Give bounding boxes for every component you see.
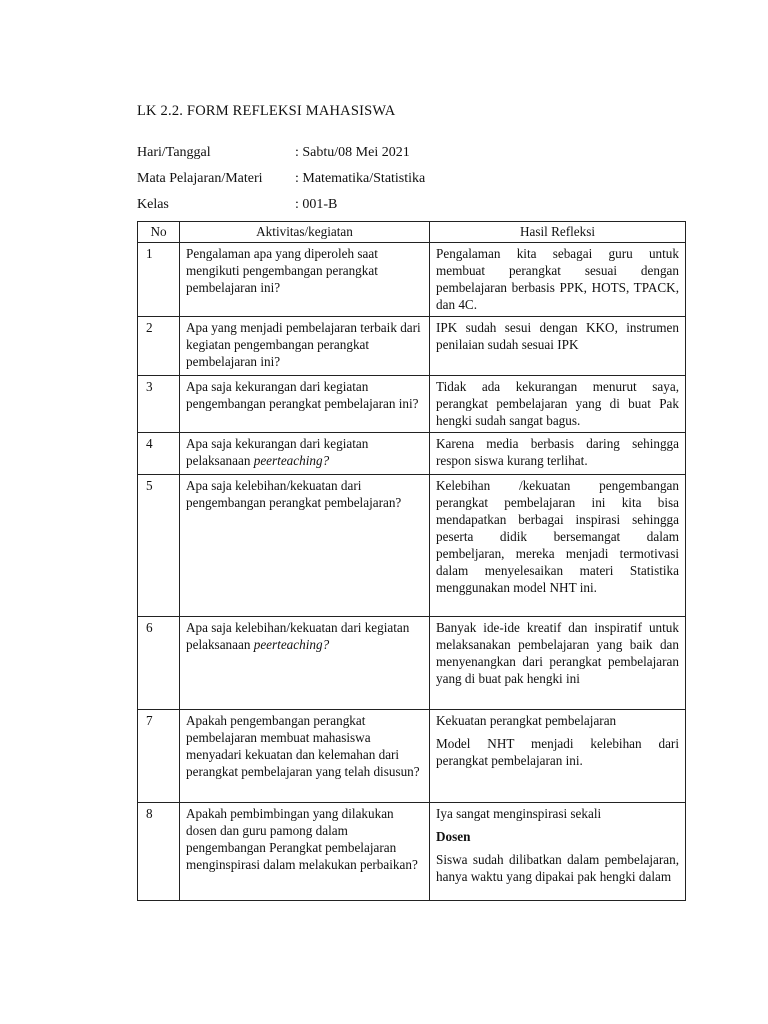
row-aktivitas — [180, 433, 430, 475]
hasil-paragraph: Model NHT menjadi kelebihan dari perangkat pembelajaran ini. — [436, 736, 679, 768]
aktivitas-italic-term: peerteaching? — [253, 453, 330, 468]
meta-value: : Sabtu/08 Mei 2021 — [295, 145, 410, 160]
table-row — [138, 803, 686, 901]
row-hasil: Karena media berbasis daring sehingga respon siswa kurang terlihat. — [430, 433, 686, 475]
row-aktivitas: Apakah pembimbingan yang dilakukan dosen dan guru pamong dalam pengembangan Perangkat pembelajaran menginspirasi dalam melakukan perbaikan? — [180, 803, 430, 901]
meta-label: Hari/Tanggal — [137, 145, 211, 160]
row-hasil — [430, 710, 686, 803]
hasil-line: Iya sangat menginspirasi sekali — [436, 806, 602, 821]
aktivitas-text: Apa saja kekurangan dari kegiatan pelaksanaan — [186, 436, 369, 468]
table-row — [138, 433, 686, 475]
meta-label: Kelas — [137, 197, 169, 212]
table-row — [138, 617, 686, 710]
row-aktivitas: Pengalaman apa yang diperoleh saat mengikuti pengembangan perangkat pembelajaran ini? — [180, 243, 430, 317]
aktivitas-text: Apa saja kelebihan/kekuatan dari kegiatan pelaksanaan — [186, 620, 410, 652]
header-aktivitas: Aktivitas/kegiatan — [180, 222, 430, 243]
meta-value: : 001-B — [295, 197, 338, 212]
row-number: 7 — [138, 710, 180, 803]
table-row — [138, 317, 686, 376]
row-number: 2 — [138, 317, 180, 376]
row-hasil: Banyak ide-ide kreatif dan inspiratif untuk melaksanakan pembelajaran yang baik dan menyenangkan dari perangkat pembelajaran yang di buat pak hengki ini — [430, 617, 686, 710]
row-hasil: Kelebihan /kekuatan pengembangan perangkat pembelajaran ini kita bisa mendapatkan berbagai inspirasi sehingga peserta didik bersemangat dalam pembeljaran, mereka menjadi termotivasi dalam menyelesaikan materi Statistika menggunakan model NHT ini. — [430, 475, 686, 617]
row-hasil: Tidak ada kekurangan menurut saya, perangkat pembelajaran yang di buat Pak hengki sudah sangat bagus. — [430, 376, 686, 433]
aktivitas-italic-term: peerteaching? — [253, 637, 330, 652]
row-hasil — [430, 803, 686, 901]
form-title: LK 2.2. FORM REFLEKSI MAHASISWA — [137, 103, 396, 119]
row-number: 8 — [138, 803, 180, 901]
header-no: No — [138, 222, 180, 243]
row-number: 5 — [138, 475, 180, 617]
row-hasil: Pengalaman kita sebagai guru untuk membuat perangkat sesuai dengan pembelajaran berbasis PPK, HOTS, TPACK, dan 4C. — [430, 243, 686, 317]
meta-value: : Matematika/Statistika — [295, 171, 426, 186]
meta-label: Mata Pelajaran/Materi — [137, 171, 263, 186]
table-row — [138, 243, 686, 317]
row-number: 3 — [138, 376, 180, 433]
row-aktivitas: Apa yang menjadi pembelajaran terbaik dari kegiatan pengembangan perangkat pembelajaran ini? — [180, 317, 430, 376]
row-number: 1 — [138, 243, 180, 317]
row-number: 6 — [138, 617, 180, 710]
row-aktivitas — [180, 617, 430, 710]
hasil-line: Kekuatan perangkat pembelajaran — [436, 713, 617, 728]
row-aktivitas: Apa saja kekurangan dari kegiatan pengembangan perangkat pembelajaran ini? — [180, 376, 430, 433]
row-number: 4 — [138, 433, 180, 475]
table-row — [138, 475, 686, 617]
table-row — [138, 710, 686, 803]
hasil-paragraph: Siswa sudah dilibatkan dalam pembelajaran, hanya waktu yang dipakai pak hengki dalam — [436, 852, 679, 884]
hasil-heading-dosen: Dosen — [436, 829, 471, 844]
header-hasil: Hasil Refleksi — [430, 222, 686, 243]
row-aktivitas: Apa saja kelebihan/kekuatan dari pengembangan perangkat pembelajaran? — [180, 475, 430, 617]
table-row — [138, 376, 686, 433]
row-hasil: IPK sudah sesui dengan KKO, instrumen penilaian sudah sesuai IPK — [430, 317, 686, 376]
reflection-table — [137, 221, 686, 901]
row-aktivitas: Apakah pengembangan perangkat pembelajaran membuat mahasiswa menyadari kekuatan dan kelemahan dari perangkat pembelajaran yang telah disusun? — [180, 710, 430, 803]
table-header-row — [138, 222, 686, 243]
